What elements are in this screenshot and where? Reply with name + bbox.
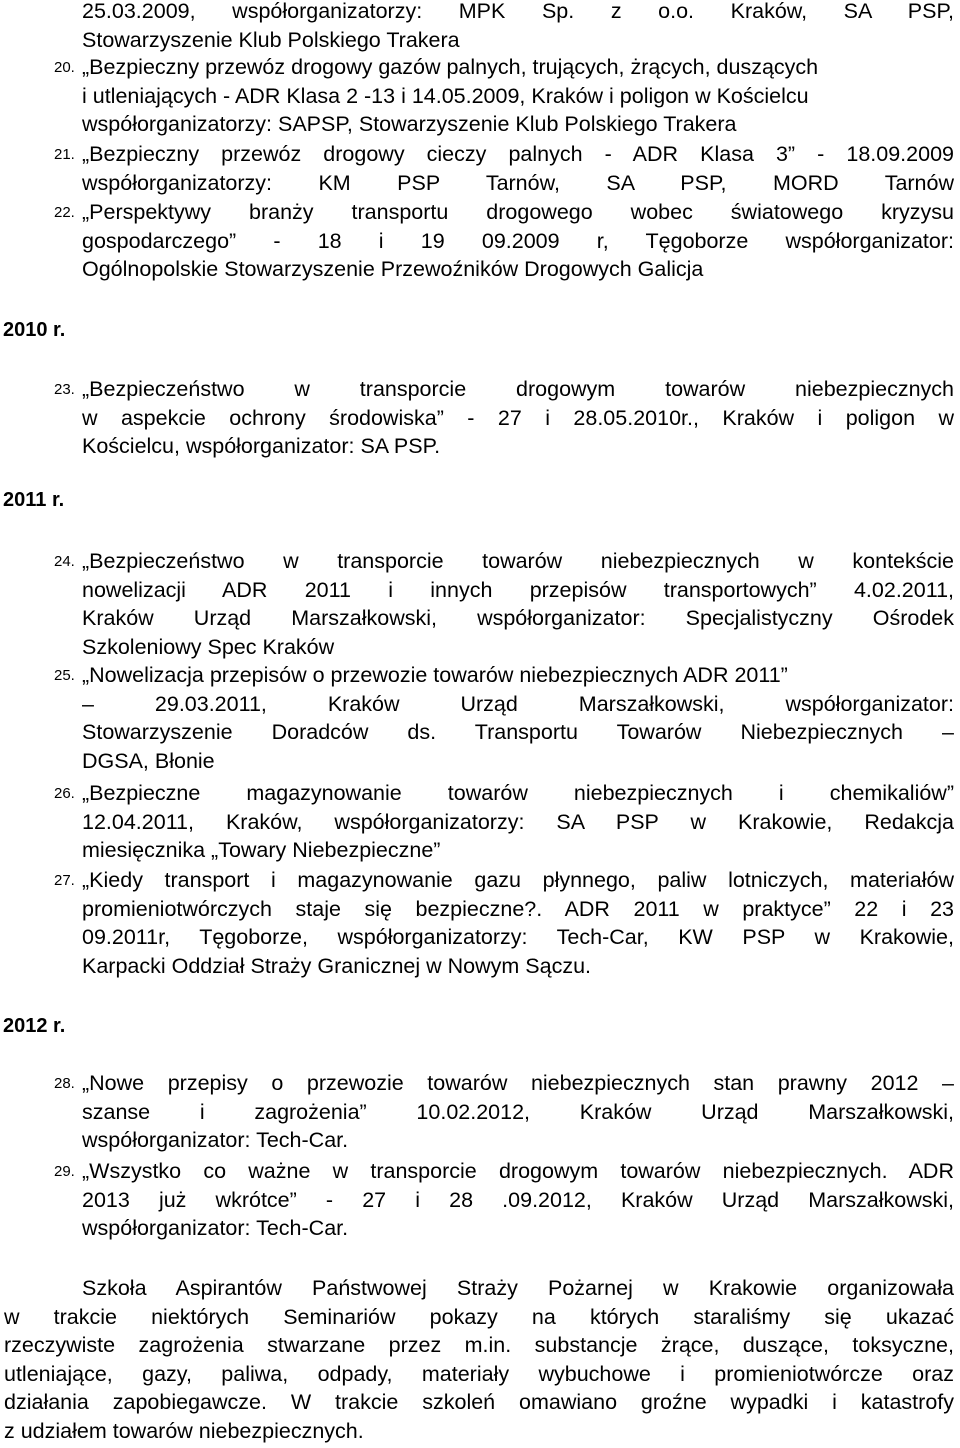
list-item-text-line: 2013 już wkrótce” - 27 i 28 .09.2012, Kraków Urząd Marszałkowski, <box>82 1187 954 1212</box>
list-item-text-line: „Bezpieczeństwo w transporcie towarów niebezpiecznych w kontekście <box>82 549 954 573</box>
list-item-text-line: 09.2011r, Tęgoborze, współorganizatorzy: Tech-Car, KW PSP w Krakowie, <box>82 925 954 949</box>
list-item-text-line: 12.04.2011, Kraków, współorganizatorzy: SA PSP w Krakowie, Redakcja <box>82 809 954 834</box>
list-item-text-line: współorganizator: Tech-Car. <box>82 1216 349 1240</box>
list-item-text-line: Stowarzyszenie Doradców ds. Transportu Towarów Niebezpiecznych – <box>82 720 954 744</box>
list-item-number: 22. <box>54 204 75 221</box>
list-item-number: 29. <box>54 1163 75 1180</box>
year-heading-2012: 2012 r. <box>3 1015 66 1037</box>
list-item-text-line: „Bezpieczeństwo w transporcie drogowym towarów niebezpiecznych <box>82 377 954 401</box>
closing-paragraph-line: z udziałem towarów niebezpiecznych. <box>4 1418 364 1443</box>
list-item-number: 21. <box>54 146 75 163</box>
list-item-text-line: Ogólnopolskie Stowarzyszenie Przewoźników Drogowych Galicja <box>82 257 704 281</box>
closing-paragraph-line: rzeczywiste zagrożenia stwarzane przez m.in. substancje żrące, duszące, toksyczne, <box>4 1333 954 1357</box>
list-item-text-line: „Perspektywy branży transportu drogowego wobec światowego kryzysu <box>82 200 954 224</box>
list-item-text-line: „Kiedy transport i magazynowanie gazu płynnego, paliw lotniczych, materiałów <box>82 868 954 892</box>
list-item-number: 28. <box>54 1075 75 1092</box>
list-item-text-line: DGSA, Błonie <box>82 748 215 773</box>
list-item-text-line: „Bezpieczne magazynowanie towarów niebezpiecznych i chemikaliów” <box>82 781 954 805</box>
list-item-text-line: „Wszystko co ważne w transporcie drogowym towarów niebezpiecznych. ADR <box>82 1159 954 1183</box>
closing-paragraph-line: utleniające, gazy, paliwa, odpady, materiały wybuchowe i promieniotwórcze oraz <box>4 1361 954 1386</box>
closing-paragraph-line: w trakcie niektórych Seminariów pokazy na których staraliśmy się ukazać <box>4 1304 954 1329</box>
list-item-text-line: Stowarzyszenie Klub Polskiego Trakera <box>82 27 460 52</box>
list-item-number: 25. <box>54 667 75 684</box>
list-item-text-line: Kościelcu, współorganizator: SA PSP. <box>82 434 441 458</box>
list-item-text-line: „Bezpieczny przewóz drogowy gazów palnych, trujących, żrących, duszących <box>82 55 819 79</box>
closing-paragraph-line: Szkoła Aspirantów Państwowej Straży Pożarnej w Krakowie organizowała <box>82 1276 954 1300</box>
list-item-number: 20. <box>54 59 75 76</box>
list-item-number: 26. <box>54 785 75 802</box>
list-item-number: 27. <box>54 872 75 889</box>
closing-paragraph-line: działania zapobiegawcze. W trakcie szkoleń omawiano groźne wypadki i katastrofy <box>4 1390 954 1414</box>
list-item-text-line: „Bezpieczny przewóz drogowy cieczy palnych - ADR Klasa 3” - 18.09.2009 <box>82 142 954 166</box>
list-item-text-line: gospodarczego” - 18 i 19 09.2009 r, Tęgoborze współorganizator: <box>82 228 954 253</box>
list-item-text-line: – 29.03.2011, Kraków Urząd Marszałkowski, współorganizator: <box>82 691 954 716</box>
list-item-text-line: współorganizatorzy: SAPSP, Stowarzyszenie Klub Polskiego Trakera <box>82 112 737 136</box>
list-item-text-line: nowelizacji ADR 2011 i innych przepisów transportowych” 4.02.2011, <box>82 577 954 602</box>
list-item-text-line: „Nowe przepisy o przewozie towarów niebezpiecznych stan prawny 2012 – <box>82 1071 954 1095</box>
list-item-text-line: i utleniających - ADR Klasa 2 -13 i 14.05.2009, Kraków i poligon w Kościelcu <box>82 83 809 108</box>
list-item-number: 24. <box>54 553 75 570</box>
year-heading-2011: 2011 r. <box>3 489 65 511</box>
list-item-text-line: Szkoleniowy Spec Kraków <box>82 634 335 659</box>
list-item-text-line: w aspekcie ochrony środowiska” - 27 i 28.05.2010r., Kraków i poligon w <box>82 405 954 430</box>
year-heading-2010: 2010 r. <box>3 319 66 341</box>
list-item-text-line: Kraków Urząd Marszałkowski, współorganizator: Specjalistyczny Ośrodek <box>82 606 954 630</box>
list-item-number: 23. <box>54 381 75 398</box>
list-item-text-line: szanse i zagrożenia” 10.02.2012, Kraków Urząd Marszałkowski, <box>82 1099 954 1124</box>
list-item-text-line: współorganizator: Tech-Car. <box>82 1128 349 1152</box>
list-item-text-line: „Nowelizacja przepisów o przewozie towarów niebezpiecznych ADR 2011” <box>82 663 788 687</box>
list-item-text-line: miesięcznika „Towary Niebezpieczne” <box>82 838 441 862</box>
list-item-text-line: 25.03.2009, współorganizatorzy: MPK Sp. z o.o. Kraków, SA PSP, <box>82 0 954 23</box>
list-item-text-line: współorganizatorzy: KM PSP Tarnów, SA PSP, MORD Tarnów <box>82 170 954 195</box>
list-item-text-line: Karpacki Oddział Straży Granicznej w Nowym Sączu. <box>82 953 592 978</box>
list-item-text-line: promieniotwórczych staje się bezpieczne?. ADR 2011 w praktyce” 22 i 23 <box>82 896 954 921</box>
